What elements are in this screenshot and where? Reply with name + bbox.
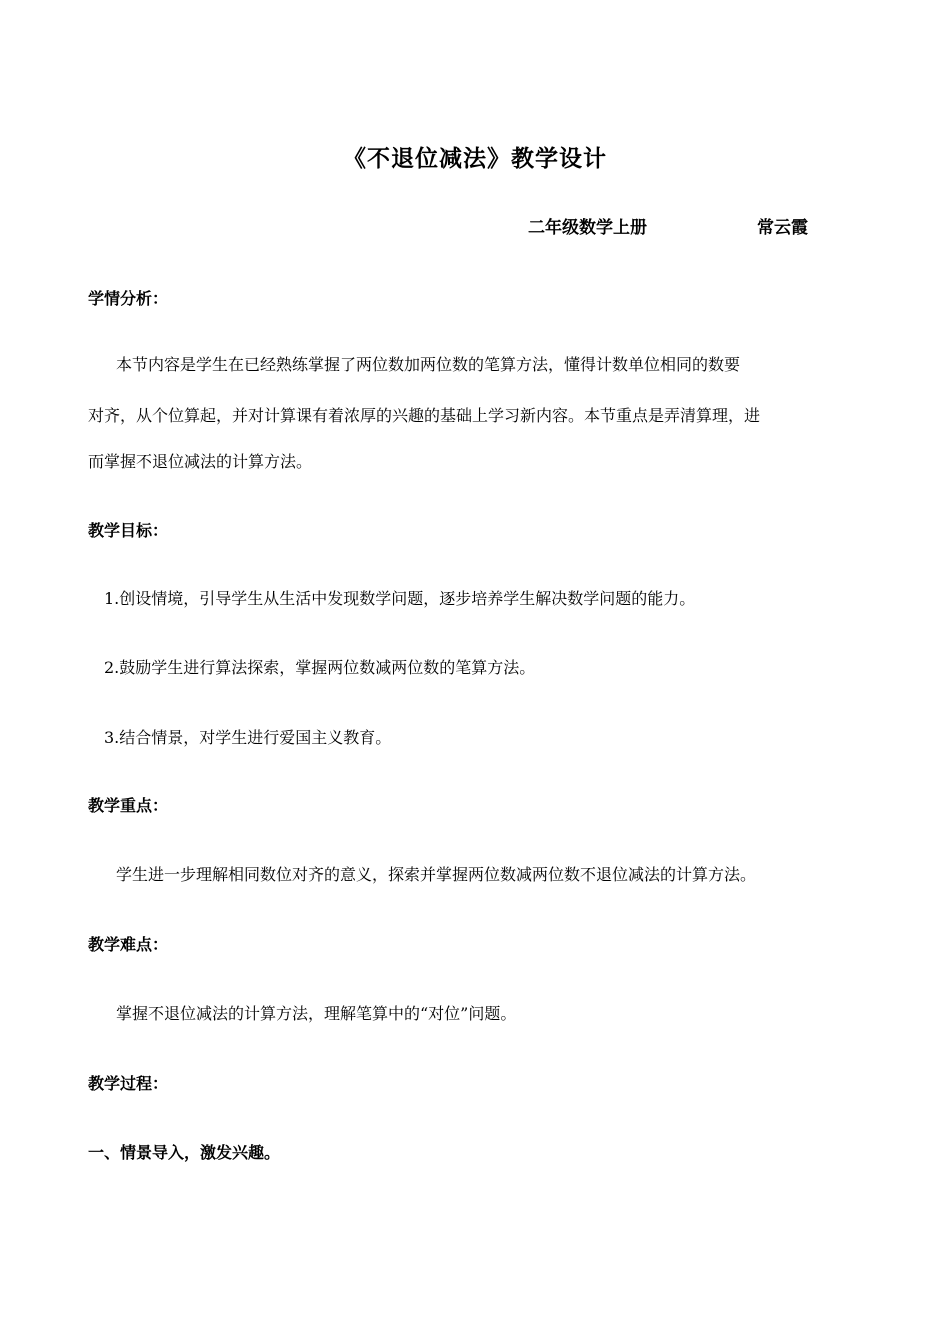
difficulty-heading: 教学难点：	[88, 935, 169, 954]
analysis-heading: 学情分析：	[88, 289, 169, 308]
step-1-heading: 一、情景导入，激发兴趣。	[88, 1143, 281, 1162]
goals-heading: 教学目标：	[88, 521, 169, 540]
key-points-heading: 教学重点：	[88, 796, 169, 815]
analysis-line-1: 本节内容是学生在已经熟练掌握了两位数加两位数的笔算方法，懂得计数单位相同的数要	[116, 355, 741, 374]
key-points-text: 学生进一步理解相同数位对齐的意义，探索并掌握两位数减两位数不退位减法的计算方法。	[116, 865, 757, 884]
goal-item-3: 3.结合情景，对学生进行爱国主义教育。	[104, 728, 392, 747]
goal-item-1: 1.创设情境，引导学生从生活中发现数学问题，逐步培养学生解决数学问题的能力。	[104, 589, 696, 608]
document-title: 《不退位减法》教学设计	[343, 146, 607, 172]
difficulty-text: 掌握不退位减法的计算方法，理解笔算中的“对位”问题。	[116, 1004, 517, 1023]
author-name: 常云霞	[757, 218, 808, 238]
grade-label: 二年级数学上册	[528, 218, 647, 238]
process-heading: 教学过程：	[88, 1074, 169, 1093]
analysis-line-3: 而掌握不退位减法的计算方法。	[88, 452, 313, 471]
analysis-line-2: 对齐，从个位算起，并对计算课有着浓厚的兴趣的基础上学习新内容。本节重点是弄清算理，进	[88, 406, 761, 425]
goal-item-2: 2.鼓励学生进行算法探索，掌握两位数减两位数的笔算方法。	[104, 658, 536, 677]
